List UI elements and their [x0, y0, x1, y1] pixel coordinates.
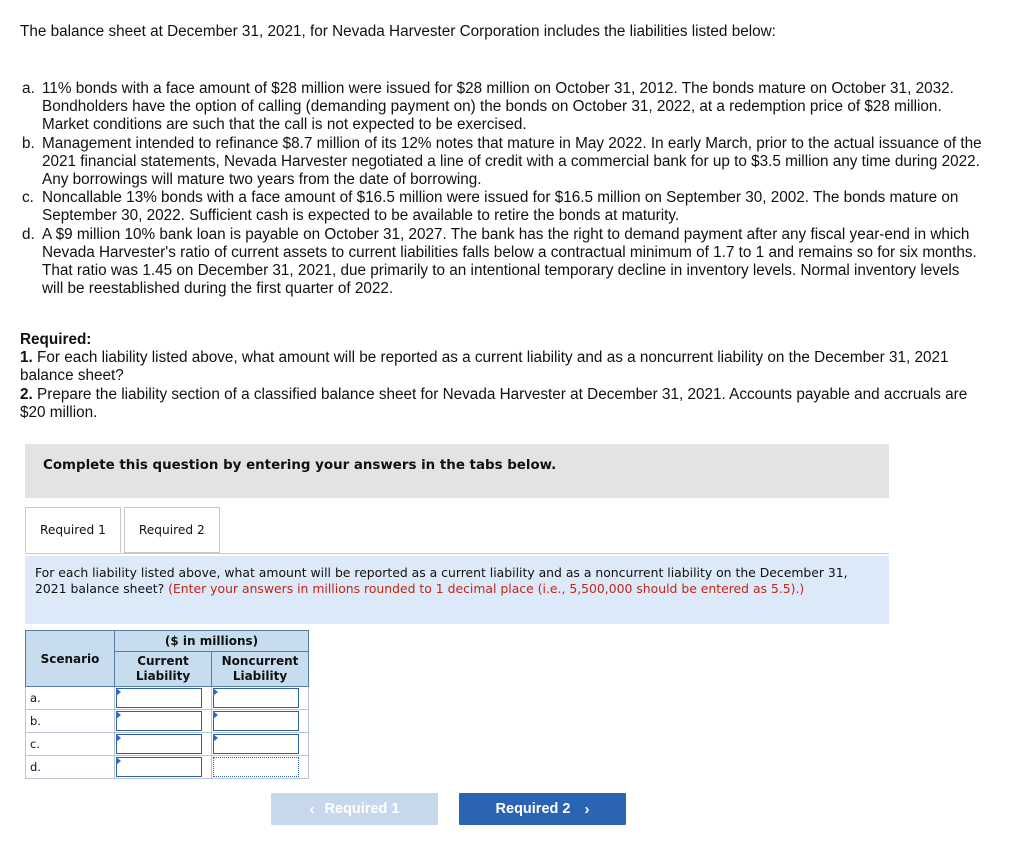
- required-item-1: [20, 349, 980, 385]
- item-letter: c.: [22, 189, 34, 207]
- question-prompt: [25, 556, 889, 624]
- noncurrent-cell: [212, 710, 309, 733]
- liability-list: [22, 80, 982, 298]
- chevron-right-icon: ›: [584, 800, 590, 818]
- current-liability-input-a[interactable]: [116, 688, 202, 708]
- noncurrent-liability-input-a[interactable]: [213, 688, 299, 708]
- required-item-1-number: 1.: [20, 349, 33, 367]
- noncurrent-cell: [212, 733, 309, 756]
- table-row: [26, 756, 309, 779]
- prev-tab-label: Required 1: [324, 801, 400, 817]
- current-liability-input-b[interactable]: [116, 711, 202, 731]
- tab-required-1[interactable]: Required 1: [25, 507, 121, 553]
- item-letter: b.: [22, 134, 35, 152]
- liability-item: [22, 189, 982, 225]
- required-item-2: [20, 386, 980, 422]
- table-row: [26, 710, 309, 733]
- chevron-left-icon: ‹: [309, 800, 315, 818]
- scenario-label: b.: [26, 710, 115, 733]
- noncurrent-liability-input-b[interactable]: [213, 711, 299, 731]
- instructions-banner: [25, 444, 889, 498]
- noncurrent-cell: [212, 756, 309, 779]
- required-item-2-number: 2.: [20, 385, 33, 403]
- current-cell: [115, 733, 212, 756]
- tab-required-2[interactable]: Required 2: [124, 507, 220, 553]
- prev-tab-button[interactable]: [271, 793, 438, 825]
- liability-item: [22, 80, 982, 135]
- required-item-2-text: Prepare the liability section of a classified balance sheet for Nevada Harvester at December 31, 2021. Accounts payable and accruals are $20 million.: [20, 385, 968, 421]
- item-text: Management intended to refinance $8.7 million of its 12% notes that mature in May 2022. In early March, prior to the actual issuance of the 2021 financial statements, Nevada Harvester negotiated a line of credit with a commercial bank for up to $3.5 million any time during 2022. Any borrowings will mature two years from the date of borrowing.: [42, 134, 982, 189]
- current-cell: [115, 756, 212, 779]
- flag-icon: [213, 711, 218, 719]
- current-liability-input-d[interactable]: [116, 757, 202, 777]
- noncurrent-liability-input-d[interactable]: [213, 757, 299, 777]
- item-text: A $9 million 10% bank loan is payable on October 31, 2027. The bank has the right to demand payment after any fiscal year-end in which Nevada Harvester's ratio of current assets to current liabilities falls below a contractual minimum of 1.7 to 1 and remains so for six months. That ratio was 1.45 on December 31, 2021, due primarily to an intentional temporary decline in inventory levels. Normal inventory levels will be reestablished during the first quarter of 2022.: [42, 225, 977, 298]
- current-cell: [115, 710, 212, 733]
- intro-text: The balance sheet at December 31, 2021, for Nevada Harvester Corporation includes the liabilities listed below:: [20, 23, 776, 40]
- flag-icon: [116, 757, 121, 765]
- noncurrent-liability-header: Noncurrent Liability: [212, 652, 309, 687]
- table-row: [26, 733, 309, 756]
- scenario-label: a.: [26, 687, 115, 710]
- item-text: Noncallable 13% bonds with a face amount of $16.5 million were issued for $16.5 million on September 30, 2002. The bonds mature on September 30, 2022. Sufficient cash is expected to be available to retire the bonds at maturity.: [42, 189, 959, 225]
- tab-bar: [25, 507, 220, 554]
- item-letter: a.: [22, 80, 35, 97]
- unit-header: ($ in millions): [115, 631, 309, 652]
- flag-icon: [116, 688, 121, 696]
- flag-icon: [213, 734, 218, 742]
- current-liability-input-c[interactable]: [116, 734, 202, 754]
- item-letter: d.: [22, 225, 35, 243]
- answer-table: [25, 630, 309, 779]
- required-section: [20, 331, 980, 422]
- noncurrent-liability-input-c[interactable]: [213, 734, 299, 754]
- question-note: (Enter your answers in millions rounded to 1 decimal place (i.e., 5,500,000 should be entered as 5.5).): [168, 581, 805, 596]
- table-row: [26, 687, 309, 710]
- flag-icon: [116, 734, 121, 742]
- question-text: For each liability listed above, what amount will be reported as a current liability and as a noncurrent liability on the December 31, 2021 balance sheet?: [35, 565, 848, 596]
- instructions-text: Complete this question by entering your answers in the tabs below.: [43, 458, 557, 473]
- current-liability-header: Current Liability: [115, 652, 212, 687]
- noncurrent-cell: [212, 687, 309, 710]
- next-tab-label: Required 2: [495, 801, 571, 817]
- scenario-header: Scenario: [26, 631, 115, 687]
- flag-icon: [116, 711, 121, 719]
- item-text: 11% bonds with a face amount of $28 million were issued for $28 million on October 31, 2012. The bonds mature on October 31, 2032. Bondholders have the option of calling (demanding payment on) the bonds on October 31, 2022, at a redemption price of $28 million. Market conditions are such that the call is not expected to be exercised.: [42, 80, 954, 134]
- scenario-label: c.: [26, 733, 115, 756]
- next-tab-button[interactable]: [459, 793, 626, 825]
- required-heading: Required:: [20, 331, 92, 348]
- flag-icon: [213, 688, 218, 696]
- scenario-label: d.: [26, 756, 115, 779]
- liability-item: [22, 135, 982, 190]
- required-item-1-text: For each liability listed above, what amount will be reported as a current liability and as a noncurrent liability on the December 31, 2021 balance sheet?: [20, 349, 949, 385]
- liability-item: [22, 226, 982, 299]
- current-cell: [115, 687, 212, 710]
